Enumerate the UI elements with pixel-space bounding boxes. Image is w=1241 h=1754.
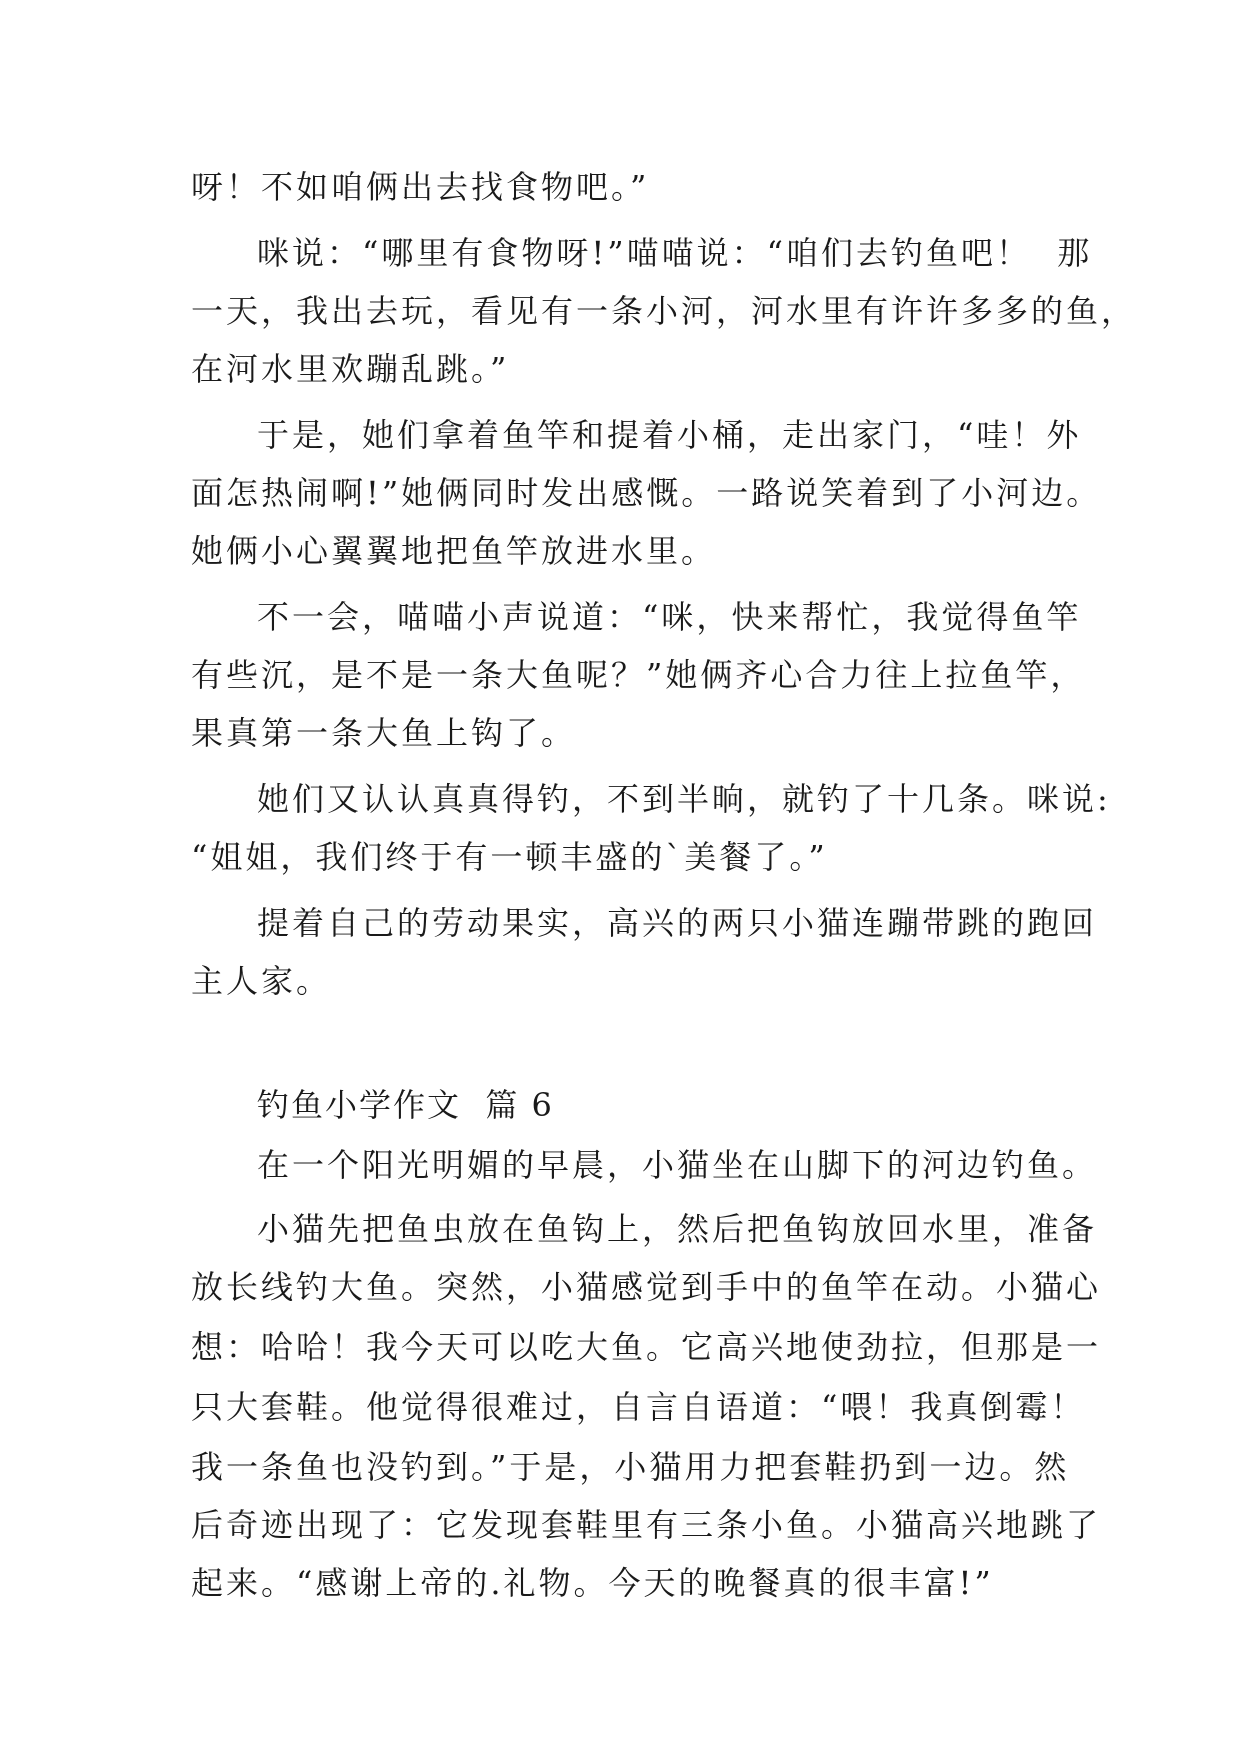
text-line: 后奇迹出现了：它发现套鞋里有三条小鱼。小猫高兴地跳了	[191, 1506, 1102, 1544]
text-line: 主人家。	[191, 962, 332, 1000]
section-heading: 钓鱼小学作文 篇 6	[257, 1086, 554, 1124]
text-line: 在河水里欢蹦乱跳。”	[191, 350, 510, 388]
text-line: 她们又认认真真得钓，不到半晌，就钓了十几条。咪说:	[257, 780, 1111, 818]
text-line: “姐姐，我们终于有一顿丰盛的`美餐了。”	[191, 838, 828, 876]
text-line: 只大套鞋。他觉得很难过，自言自语道：“喂！我真倒霉！	[191, 1388, 1086, 1426]
text-line: 起来。“感谢上帝的.礼物。今天的晚餐真的很丰富!”	[191, 1564, 994, 1602]
text-line: 面怎热闹啊!”她俩同时发出感慨。一路说笑着到了小河边。	[191, 474, 1102, 512]
text-line: 提着自己的劳动果实，高兴的两只小猫连蹦带跳的跑回	[257, 904, 1098, 942]
text-line: 在一个阳光明媚的早晨，小猫坐在山脚下的河边钓鱼。	[257, 1146, 1098, 1184]
text-line: 她俩小心翼翼地把鱼竿放进水里。	[191, 532, 717, 570]
text-line: 于是，她们拿着鱼竿和提着小桶，走出家门，“哇！外	[257, 416, 1082, 454]
text-line: 我一条鱼也没钓到。”于是，小猫用力把套鞋扔到一边。然	[191, 1448, 1070, 1486]
text-line: 不一会，喵喵小声说道：“咪，快来帮忙，我觉得鱼竿	[257, 598, 1082, 636]
text-line: 放长线钓大鱼。突然，小猫感觉到手中的鱼竿在动。小猫心	[191, 1268, 1102, 1306]
text-line: 小猫先把鱼虫放在鱼钩上，然后把鱼钩放回水里，准备	[257, 1210, 1098, 1248]
text-line: 想：哈哈！我今天可以吃大鱼。它高兴地使劲拉，但那是一	[191, 1328, 1102, 1366]
text-line: 一天，我出去玩，看见有一条小河，河水里有许许多多的鱼，	[191, 292, 1137, 330]
text-line: 有些沉，是不是一条大鱼呢？”她俩齐心合力往上拉鱼竿，	[191, 656, 1086, 694]
text-line: 呀！不如咱俩出去找食物吧。”	[191, 168, 650, 206]
text-line: 果真第一条大鱼上钩了。	[191, 714, 577, 752]
text-line: 咪说：“哪里有食物呀!”喵喵说：“咱们去钓鱼吧！ 那	[257, 234, 1093, 272]
